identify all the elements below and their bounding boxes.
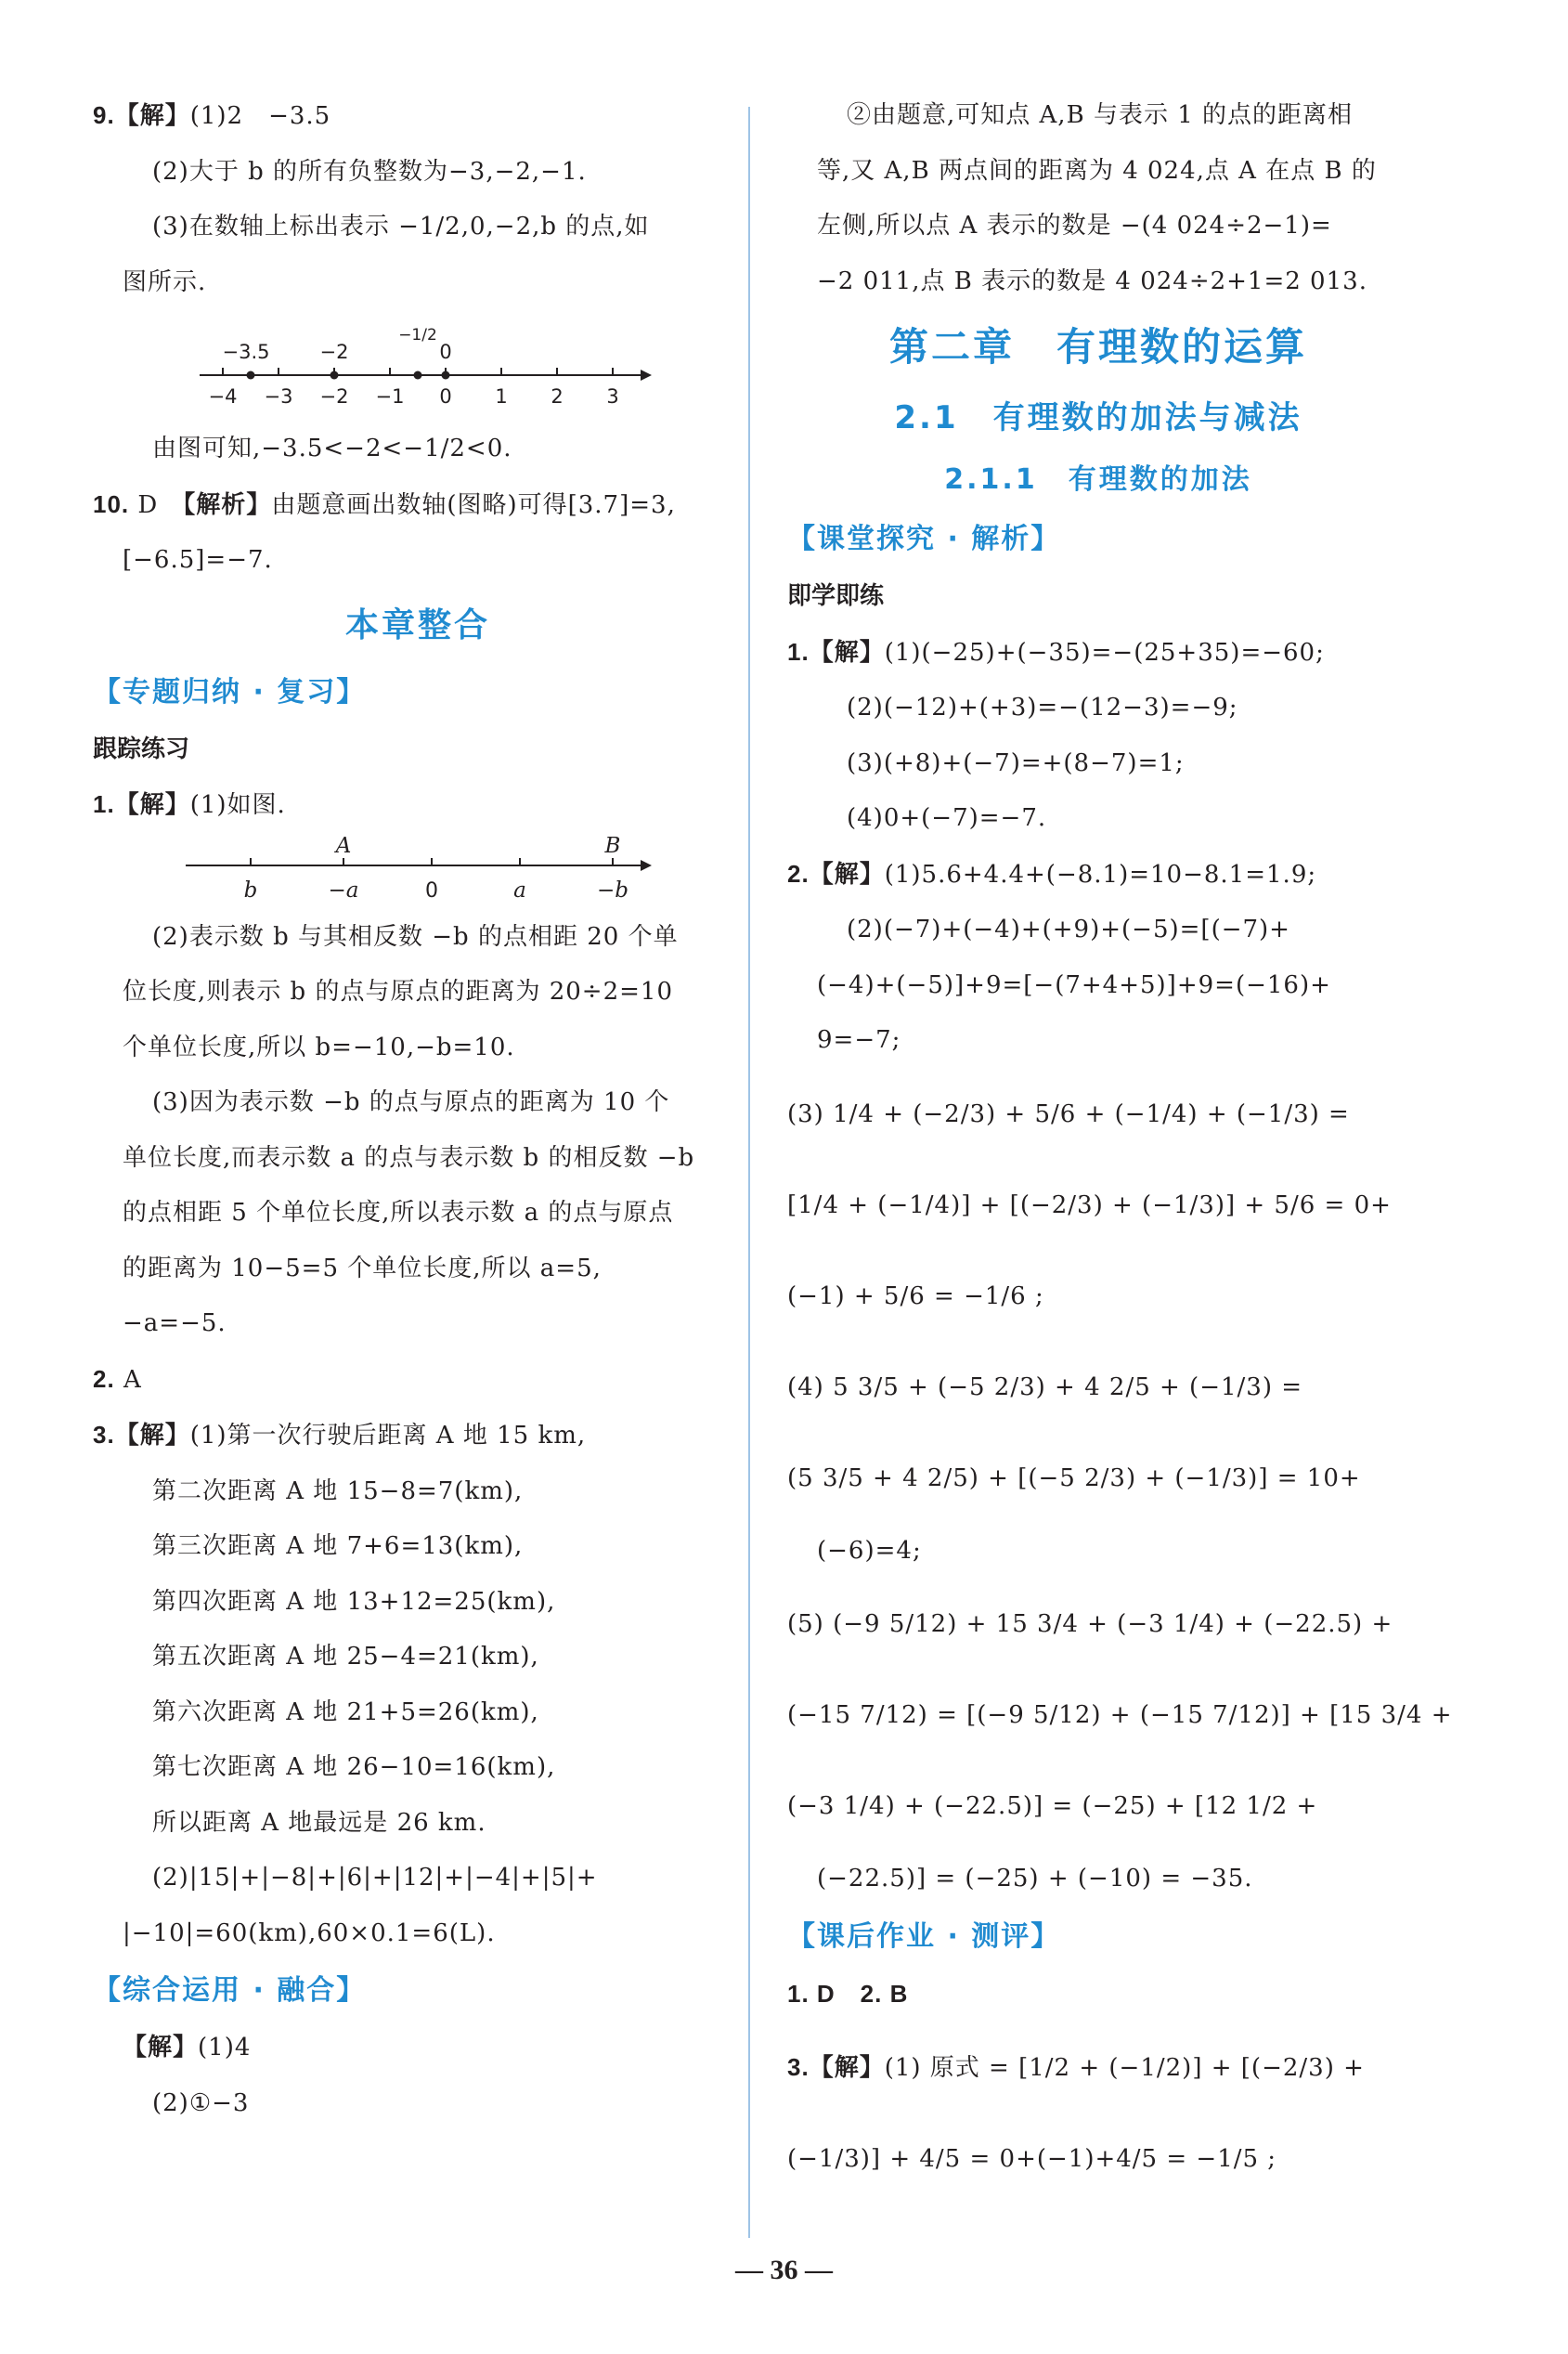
r2-eq5-b: (−15 7/12) = [(−9 5/12) + (−15 7/12)] + [15 3/4 + [787, 1701, 1453, 1729]
r2-eq4-b: (5 3/5 + 4 2/5) + [(−5 2/3) + (−1/3)] = 10+ [787, 1463, 1361, 1492]
h3-eq-b: (−1/3)] + 4/5 = 0+(−1)+4/5 = −1/5 ; [787, 2145, 1277, 2173]
nl-tick-7: 2 [551, 385, 564, 408]
r2-eq5-a: (5) (−9 5/12) + 15 3/4 + (−3 1/4) + (−22.5) + [787, 1610, 1393, 1638]
q9-line3: (3)在数轴上标出表示 −1/2,0,−2,b 的点,如 [152, 213, 650, 241]
c1-line1 [93, 2021, 743, 2076]
p3-tag: 【解】 [114, 1422, 190, 1450]
nl-label-2: −2 [319, 341, 349, 363]
p1-line9: −a=−5. [123, 1309, 227, 1337]
q9-line5: 由图可知,−3.5<−2<−1/2<0. [152, 435, 512, 462]
q9-line1 [93, 88, 743, 145]
q9-number-line [93, 310, 743, 422]
q10-answer: D [137, 490, 159, 519]
learn-label: 即学即练 [787, 582, 885, 610]
nl2-bottom-5: −b [597, 878, 628, 903]
p3-line9: (2)|15|+|−8|+|6|+|12|+|−4|+|5|+ [152, 1864, 598, 1892]
p1-line6: 单位长度,而表示数 a 的点与表示数 b 的相反数 −b [123, 1143, 695, 1172]
p3-line3: 第三次距离 A 地 7+6=13(km), [152, 1532, 524, 1560]
summary-title: 本章整合 [344, 605, 490, 644]
nl2-label-A: A [335, 833, 352, 858]
column-divider [748, 107, 750, 2238]
chapter-title: 第二章 有理数的运算 [888, 324, 1307, 370]
c1-tag: 【解】 [123, 2034, 199, 2061]
nl-tick-2: −3 [264, 385, 293, 408]
nl-tick-4: −1 [375, 385, 405, 408]
p3-line7: 第七次距离 A 地 26−10=16(km), [152, 1753, 556, 1781]
h3-line1 [787, 2022, 1409, 2113]
p3-line8: 所以距离 A 地最远是 26 km. [152, 1808, 486, 1837]
r1-number: 1. [787, 637, 810, 666]
q9-line2: (2)大于 b 的所有负整数为−3,−2,−1. [152, 157, 587, 186]
nl2-bottom-2: −a [328, 878, 359, 903]
h3-number: 3. [787, 2053, 810, 2081]
p3-line10: |−10|=60(km),60×0.1=6(L). [123, 1918, 496, 1947]
page-number: — 36 — [735, 2255, 833, 2285]
c1-text: (1)4 [198, 2034, 252, 2061]
nl-label-3: −1/2 [398, 326, 437, 345]
q9-tag: 【解】 [114, 102, 190, 130]
nl-tick-3: −2 [319, 385, 349, 408]
r2-eq4-a: (4) 5 3/5 + (−5 2/3) + 4 2/5 + (−1/3) = [787, 1372, 1303, 1401]
nl-point-zero [442, 371, 450, 380]
q10-text: 由题意画出数轴(图略)可得[3.7]=3, [271, 490, 676, 519]
p1-line3: 位长度,则表示 b 的点与原点的距离为 20÷2=10 [123, 978, 673, 1006]
r1-line2: (2)(−12)+(+3)=−(12−3)=−9; [847, 694, 1238, 722]
nl-label-neg-half [398, 326, 437, 345]
cont-line2: 等,又 A,B 两点间的距离为 4 024,点 A 在点 B 的 [817, 156, 1377, 185]
p1-line4: 个单位长度,所以 b=−10,−b=10. [123, 1033, 515, 1061]
left-column [93, 88, 743, 2131]
p3-line4: 第四次距离 A 地 13+12=25(km), [152, 1587, 556, 1616]
section-box-explore: 【课堂探究 · 解析】 [787, 523, 1061, 555]
p3-line6: 第六次距离 A 地 21+5=26(km), [152, 1697, 539, 1726]
nl-tick-6: 1 [495, 385, 508, 408]
nl-point-neg2 [330, 371, 339, 380]
nl-tick-1: −4 [208, 385, 238, 408]
r1-text: (1)(−25)+(−35)=−(25+35)=−60; [884, 638, 1325, 667]
p3-line2: 第二次距离 A 地 15−8=7(km), [152, 1476, 524, 1505]
r2-line1 [787, 847, 1409, 904]
nl-tick-5: 0 [439, 385, 452, 408]
section-box-apply: 【综合运用 · 融合】 [93, 1974, 367, 2007]
c1-line2: (2)①−3 [152, 2088, 250, 2117]
q9-line4: 图所示. [123, 267, 207, 296]
p3-text: (1)第一次行驶后距离 A 地 15 km, [189, 1422, 587, 1450]
q10-line1 [93, 477, 743, 534]
p1-number-line [93, 834, 743, 910]
p2-number: 2. [93, 1364, 115, 1393]
section-title: 2.1 有理数的加法与减法 [894, 399, 1302, 436]
p3-line1 [93, 1408, 743, 1464]
nl-label-1: −3.5 [222, 341, 270, 363]
section-box-review: 【专题归纳 · 复习】 [93, 675, 367, 709]
r2-eq3-b: [1/4 + (−1/4)] + [(−2/3) + (−1/3)] + 5/6 = 0+ [787, 1190, 1392, 1219]
r1-tag: 【解】 [809, 638, 885, 667]
q9-number: 9. [93, 101, 115, 129]
p2-answer: A [123, 1365, 142, 1394]
p1-tag: 【解】 [114, 791, 190, 819]
h3-tag: 【解】 [809, 2054, 885, 2082]
section-box-homework: 【课后作业 · 测评】 [787, 1919, 1061, 1953]
r2-eq5-d: (−22.5)] = (−25) + (−10) = −35. [817, 1865, 1253, 1892]
p3-number: 3. [93, 1421, 115, 1449]
r2-number: 2. [787, 859, 810, 888]
nl2-label-B: B [604, 833, 621, 858]
p3-line5: 第五次距离 A 地 25−4=21(km), [152, 1643, 539, 1671]
q9-answer1: (1)2 −3.5 [189, 102, 331, 130]
right-column [787, 88, 1453, 2204]
r1-line1 [787, 625, 1409, 682]
r1-line3: (3)(+8)+(−7)=+(8−7)=1; [847, 748, 1185, 777]
q10-number: 10. [93, 489, 130, 518]
p1-line2: (2)表示数 b 与其相反数 −b 的点相距 20 个单 [152, 922, 679, 951]
p1-line8: 的距离为 10−5=5 个单位长度,所以 a=5, [123, 1254, 602, 1282]
q10-tag: 【解析】 [183, 490, 272, 519]
r2-line3: (−4)+(−5)]+9=[−(7+4+5)]+9=(−16)+ [817, 970, 1331, 999]
r2-line2: (2)(−7)+(−4)+(+9)+(−5)=[(−7)+ [847, 916, 1290, 943]
nl2-bottom-4: a [513, 878, 526, 903]
p1-line5: (3)因为表示数 −b 的点与原点的距离为 10 个 [152, 1088, 670, 1116]
r2-eq3-c: (−1) + 5/6 = −1/6 ; [787, 1281, 1044, 1310]
h1-line: 1. D 2. B [787, 1979, 909, 2008]
nl-tick-8: 3 [606, 385, 619, 408]
r2-line4: 9=−7; [817, 1026, 901, 1054]
p1-line1 [93, 777, 743, 834]
practice-label: 跟踪练习 [93, 735, 190, 763]
nl-point-neg3.5 [247, 371, 255, 380]
r2-tag: 【解】 [809, 860, 885, 889]
q10-line2: [−6.5]=−7. [123, 546, 273, 574]
cont-line1: ②由题意,可知点 A,B 与表示 1 的点的距离相 [847, 101, 1354, 129]
r2-eq3-a: (3) 1/4 + (−2/3) + 5/6 + (−1/4) + (−1/3) = [787, 1099, 1350, 1128]
r2-eq5-c: (−3 1/4) + (−22.5)] = (−25) + [12 1/2 + [787, 1792, 1318, 1820]
nl2-bottom-1: b [243, 878, 258, 903]
p1-line7: 的点相距 5 个单位长度,所以表示数 a 的点与原点 [123, 1199, 674, 1227]
r2-text: (1)5.6+4.4+(−8.1)=10−8.1=1.9; [884, 860, 1317, 889]
nl2-bottom-3: 0 [425, 878, 438, 903]
p2-line [93, 1352, 743, 1409]
subsection-title: 2.1.1 有理数的加法 [944, 463, 1252, 496]
nl-point-neg-half [414, 371, 422, 380]
p1-number: 1. [93, 790, 115, 818]
cont-line3: 左侧,所以点 A 表示的数是 −(4 024÷2−1)= [817, 212, 1332, 240]
cont-line4: −2 011,点 B 表示的数是 4 024÷2+1=2 013. [817, 267, 1367, 295]
r1-line4: (4)0+(−7)=−7. [847, 804, 1047, 832]
h3-eq-a: (1) 原式 = [1/2 + (−1/2)] + [(−2/3) + [884, 2054, 1365, 2082]
r2-eq4-c: (−6)=4; [817, 1536, 922, 1565]
nl-label-4: 0 [439, 341, 452, 363]
p1-text: (1)如图. [189, 791, 286, 819]
